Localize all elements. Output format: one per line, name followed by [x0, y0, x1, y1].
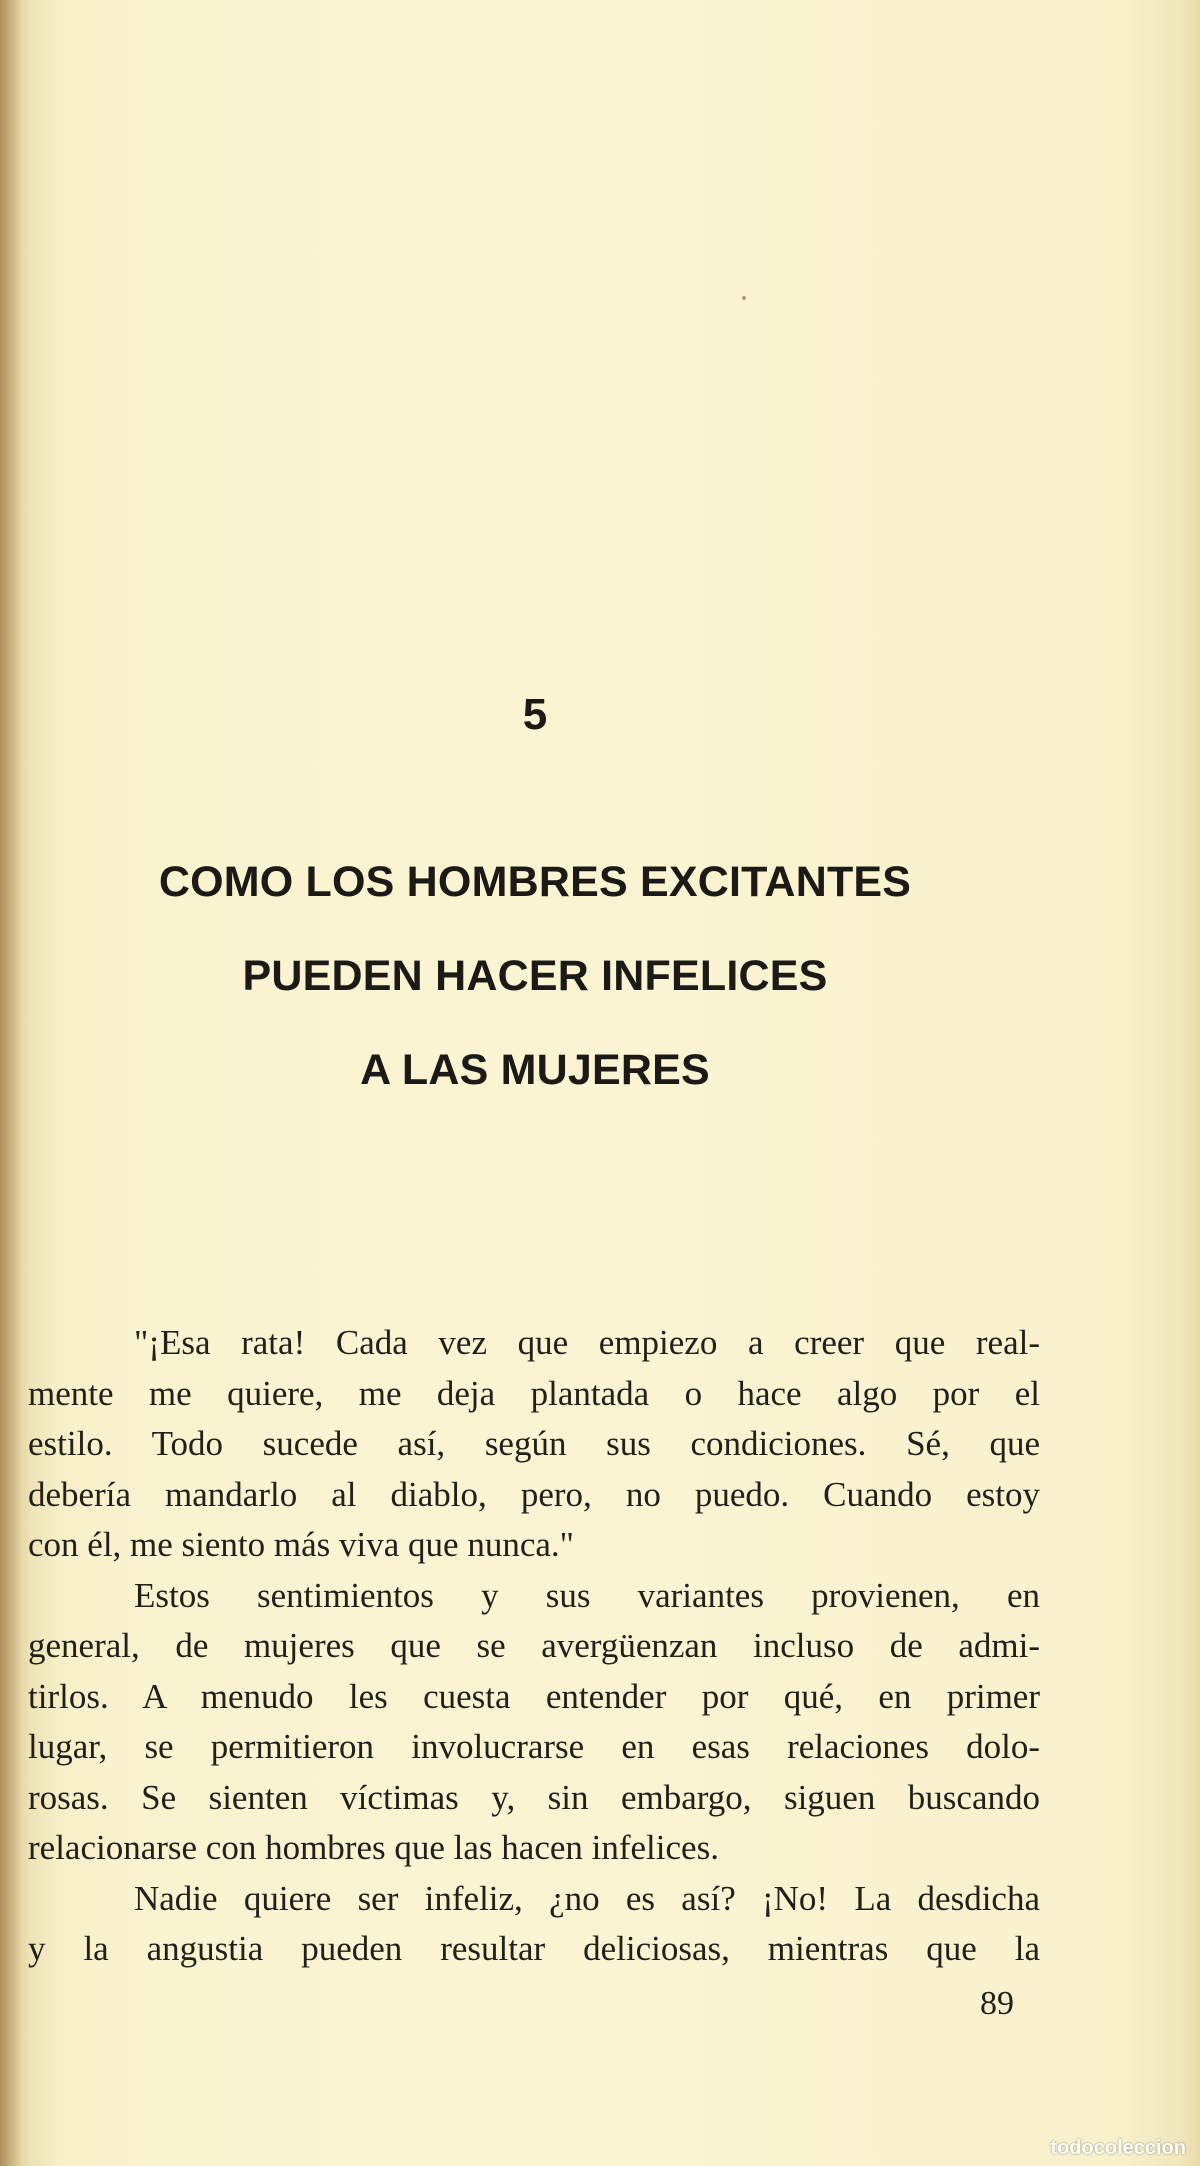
text-line: y la angustia pueden resultar deliciosas, mientras que la — [28, 1929, 1040, 1968]
text-line: con él, me siento más viva que nunca." — [28, 1525, 574, 1564]
text-line: Estos sentimientos y sus variantes provienen, en — [134, 1575, 1040, 1615]
text-line: debería mandarlo al diablo, pero, no puedo. Cuando estoy — [28, 1474, 1040, 1514]
chapter-title — [0, 835, 1070, 1117]
page-number: 89 — [980, 1985, 1014, 2022]
text-line: relacionarse con hombres que las hacen infelices. — [28, 1828, 719, 1867]
text-line: mente me quiere, me deja plantada o hace algo por el — [28, 1373, 1040, 1413]
text-line: general, de mujeres que se avergüenzan incluso de admi- — [28, 1626, 1040, 1665]
text-line: Nadie quiere ser infeliz, ¿no es así? ¡No! La desdicha — [134, 1878, 1040, 1918]
chapter-title-line: A LAS MUJERES — [360, 1046, 710, 1094]
body-text — [28, 1318, 1040, 1975]
text-line: "¡Esa rata! Cada vez que empiezo a creer que real- — [134, 1323, 1040, 1362]
text-line: estilo. Todo sucede así, según sus condiciones. Sé, que — [28, 1424, 1040, 1463]
text-line: lugar, se permitieron involucrarse en esas relaciones dolo- — [28, 1727, 1040, 1766]
chapter-title-line: COMO LOS HOMBRES EXCITANTES — [158, 858, 912, 906]
text-line: rosas. Se sienten víctimas y, sin embargo, siguen buscando — [28, 1777, 1040, 1817]
text-line: tirlos. A menudo les cuesta entender por qué, en primer — [28, 1676, 1040, 1716]
chapter-number: 5 — [522, 690, 548, 739]
chapter-title-line: PUEDEN HACER INFELICES — [242, 952, 828, 1000]
paper-speck — [742, 296, 746, 300]
watermark: todocoleccion — [1050, 2137, 1186, 2159]
